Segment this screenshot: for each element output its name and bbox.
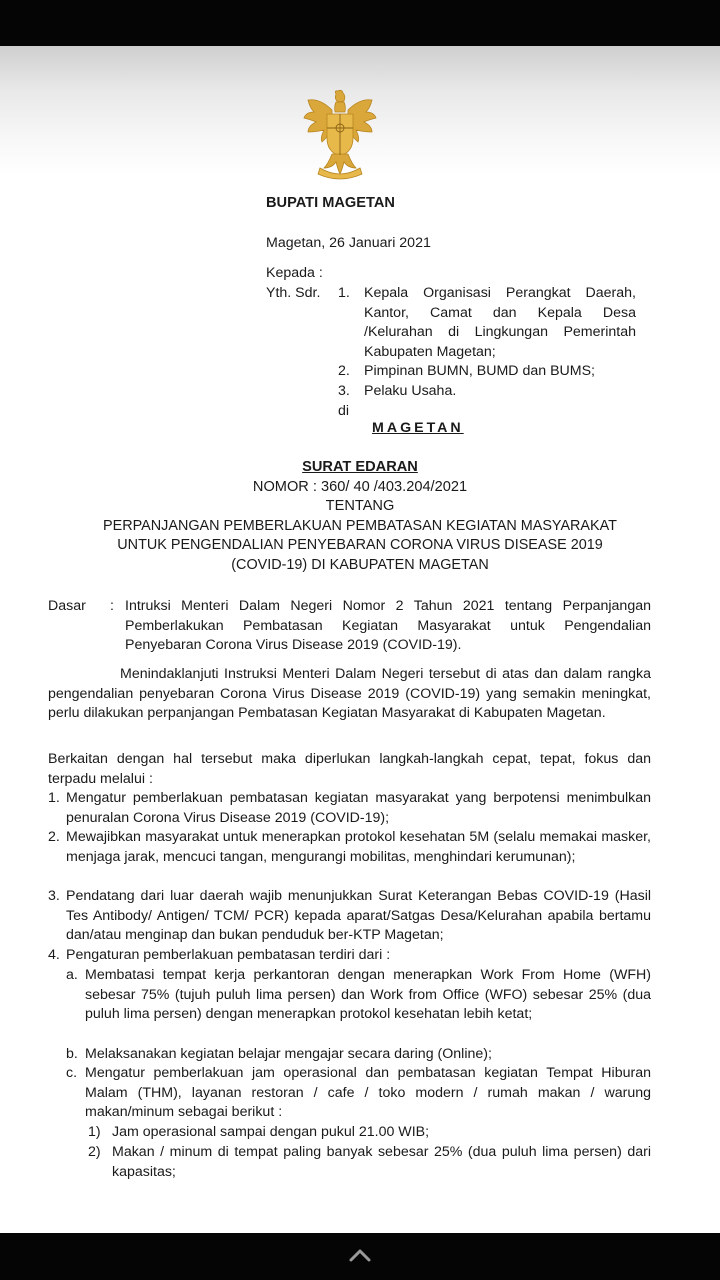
document-number: NOMOR : 360/ 40 /403.204/2021 [252, 478, 468, 495]
dasar-colon: : [110, 598, 114, 614]
issuer-title: BUPATI MAGETAN [266, 195, 395, 211]
subsubitem-number: 2) [88, 1144, 101, 1160]
item-number: 1. [48, 790, 60, 806]
subitem-letter: b. [66, 1046, 78, 1062]
yth-label: Yth. Sdr. [266, 285, 321, 301]
recipient-number: 3. [338, 383, 350, 399]
title-line: UNTUK PENGENDALIAN PENYEBARAN CORONA VIRUS DISEASE 2019 [117, 537, 603, 554]
dasar-label: Dasar [48, 598, 86, 614]
recipient-text: Kepala Organisasi Perangkat Daerah, Kantor, Camat dan Kepala Desa /Kelurahan di Lingkungan Pemerintah Kabupaten Magetan; [364, 285, 636, 360]
item-text: Pendatang dari luar daerah wajib menunjukkan Surat Keterangan Bebas COVID-19 (Hasil Tes Antibody/ Antigen/ TCM/ PCR) kepada aparat/Satgas Desa/Kelurahan apabila bertamu dan/atau menginap dan bukan penduduk ber-KTP Magetan; [66, 888, 651, 944]
recipient-text: Pelaku Usaha. [364, 383, 457, 399]
item-text: Mengatur pemberlakuan pembatasan kegiatan masyarakat yang berpotensi menimbulkan penuralan Corona Virus Disease 2019 (COVID-19); [66, 790, 651, 826]
garuda-emblem-icon [298, 88, 382, 184]
title-line: (COVID-19) DI KABUPATEN MAGETAN [231, 556, 489, 573]
about-label: TENTANG [325, 498, 395, 515]
subitem-text: Membatasi tempat kerja perkantoran dengan menerapkan Work From Home (WFH) sebesar 75% (tujuh puluh lima persen) dan Work from Office (WFO) sebesar 25% (dua puluh lima persen) dengan menerapkan protokol kesehatan lebih ketat; [85, 967, 651, 1023]
subitem-letter: c. [66, 1065, 78, 1081]
recipient-text: Pimpinan BUMN, BUMD dan BUMS; [364, 363, 596, 379]
item-text: Mewajibkan masyarakat untuk menerapkan protokol kesehatan 5M (selalu memakai masker, menjaga jarak, mencuci tangan, mengurangi mobilitas, menghindari kerumunan); [66, 829, 651, 865]
item-number: 3. [48, 888, 60, 904]
item-text: Pengaturan pemberlakuan pembatasan terdiri dari : [66, 947, 391, 963]
item-number: 2. [48, 829, 60, 845]
kepada-label: Kepada : [266, 265, 323, 281]
recipient-number: 2. [338, 363, 350, 379]
place-date: Magetan, 26 Januari 2021 [266, 235, 431, 251]
subsubitem-text: Jam operasional sampai dengan pukul 21.00 WIB; [112, 1124, 430, 1140]
subsubitem-number: 1) [88, 1124, 101, 1140]
chevron-up-icon[interactable] [348, 1246, 372, 1264]
title-line: PERPANJANGAN PEMBERLAKUAN PEMBATASAN KEGIATAN MASYARAKAT [103, 517, 617, 534]
paragraph-intro: Berkaitan dengan hal tersebut maka diperlukan langkah-langkah cepat, tepat, fokus dan terpadu melalui : [48, 751, 651, 787]
subsubitem-text: Makan / minum di tempat paling banyak sebesar 25% (dua puluh lima persen) dari kapasitas; [112, 1144, 651, 1180]
document-type: SURAT EDARAN [302, 459, 418, 475]
subitem-text: Mengatur pemberlakuan jam operasional dan pembatasan kegiatan Tempat Hiburan Malam (THM), layanan restoran / cafe / toko modern / rumah makan / warung makan/minum sebagai berikut : [85, 1065, 651, 1121]
di-label: di [338, 403, 350, 419]
recipient-number: 1. [338, 285, 350, 301]
paragraph-opening: Menindaklanjuti Instruksi Menteri Dalam Negeri tersebut di atas dan dalam rangka pengendalian penyebaran Corona Virus Disease 2019 (COVID-19) yang semakin meningkat, perlu dilakukan perpanjangan Pembatasan Kegiatan Masyarakat di Kabupaten Magetan. [48, 666, 651, 722]
destination: MAGETAN [372, 420, 464, 436]
item-number: 4. [48, 947, 60, 963]
status-bar [0, 0, 720, 46]
subitem-letter: a. [66, 967, 78, 983]
dasar-text: Intruksi Menteri Dalam Negeri Nomor 2 Tahun 2021 tentang Perpanjangan Pemberlakukan Pembatasan Kegiatan Masyarakat untuk Pengendalian Penyebaran Corona Virus Disease 2019 (COVID-19). [125, 598, 651, 654]
subitem-text: Melaksanakan kegiatan belajar mengajar secara daring (Online); [85, 1046, 492, 1062]
